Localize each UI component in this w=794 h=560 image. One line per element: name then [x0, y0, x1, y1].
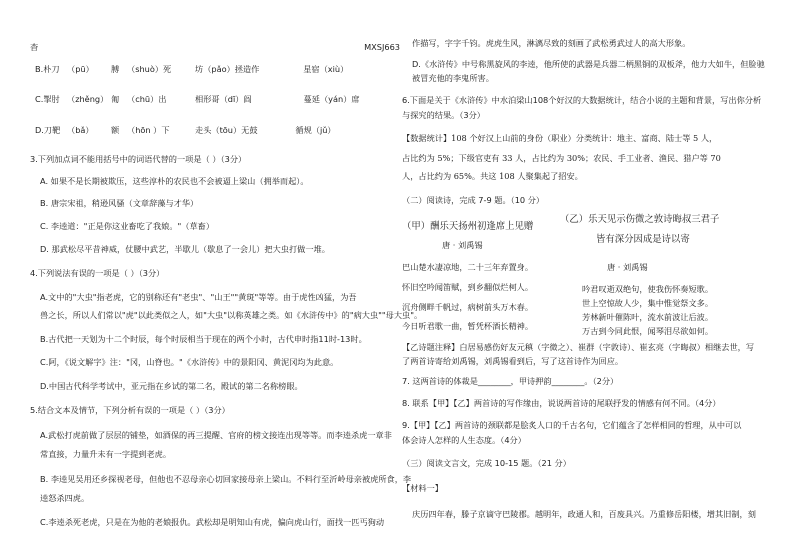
- poem-a-author: 唐 · 刘禹锡: [442, 240, 483, 250]
- data-stat-line-3: 人，占比约为 65%。共这 108 人聚集起了招安。: [402, 171, 583, 181]
- question-3-option-c: C. 李逵道："正是你这业畜吃了我娘。"（草畜）: [40, 221, 215, 231]
- question-4-option-a-cont: 兽之长，所以人们常以"虎"以此类似之人，如"大虫"以称英雄之类。如《水浒传中》的"病大虫""母大虫"。: [40, 310, 423, 320]
- poem-a-line: 沉舟侧畔千帆过，病树前头万木春。: [402, 302, 534, 312]
- question-4-stem: 4.下列说法有误的一项是（ ）（3分）: [30, 268, 165, 278]
- poem-b-line: 吟君叹逝双绝句，使我伤怀奏短歌。: [582, 284, 714, 294]
- poem-a-line: 今日听君歌一曲，暂凭杯酒长精神。: [402, 321, 534, 331]
- question-3-option-a: A. 如果不是长期被欺压，这些淳朴的农民也不会被逼上梁山（拥举而起）。: [40, 176, 309, 186]
- q5-option-d-cont: 被冒充他的李鬼所害。: [412, 73, 494, 83]
- question-9-cont: 体会诗人怎样的人生态度。（4分）: [402, 435, 526, 445]
- poem-a-line: 巴山楚水凄凉地，二十三年弃置身。: [402, 262, 534, 272]
- question-5-option-a: A.武松打虎前做了层层的铺垫，如酒保的再三提醒、官府的榜文接连出现等等。而李逵杀虎一章非: [40, 430, 392, 440]
- question-4-option-b: B.古代把一天划为十二个时辰，每个时辰相当于现在的两个小时，古代申时指11时-13时。: [40, 334, 367, 344]
- poem-b-note: 【乙诗题注释】白居易感伤好友元稹（字微之）、崔群（字敦诗）、崔玄亮（字晦叔）相继去世，写: [402, 342, 755, 352]
- poem-b-title-1: （乙）乐天见示伤微之敦诗晦叔三君子: [560, 214, 720, 225]
- header-char: 杳: [30, 42, 39, 52]
- option-b: B.朴刀 （pū） 膊 （shuò）死 坊（pǎo）拯造作 星宿（xiù）: [35, 64, 349, 74]
- section-3-heading: （三）阅读文言文，完成 10-15 题。（21 分）: [402, 458, 571, 468]
- question-9: 9.【甲】【乙】两首诗的颈联都是脍炙人口的千古名句，它们蕴含了怎样相同的哲理，从中可以: [402, 420, 742, 430]
- question-8: 8. 联系【甲】【乙】两首诗的写作缘由，说说两首诗的尾联抒发的情感有何不同。（4分）: [402, 398, 721, 408]
- page-header: [30, 42, 400, 53]
- poem-b-line: 万古到今同此恨，闻琴泪尽欲如何。: [582, 326, 714, 336]
- option-c: C.掣肘 （zhěng） 匍 （chū）出 相形哥（dī）阎 蔓延（yán）席: [35, 94, 360, 104]
- poem-a-title: （甲）酬乐天扬州初逢席上见赠: [402, 221, 534, 232]
- poem-b-note-cont: 了两首诗寄给刘禹锡，刘禹锡看到后，写了这首诗作为回应。: [402, 356, 624, 366]
- question-3-option-d: D. 那武松尽平昔神威，仗腰中武艺，半歇儿（歇息了一会儿）把大虫打做一堆。: [40, 244, 330, 254]
- question-4-option-a: A.文中的"大虫"指老虎，它的别称还有"老虫"、"山王""黄斑"等等。由于虎性凶猛，为吾: [40, 292, 357, 302]
- poem-a-line: 怀旧空吟闻笛赋，到乡翻似烂柯人。: [402, 282, 534, 292]
- poem-b-title-2: 皆有深分因成是诗以寄: [596, 234, 690, 245]
- question-5-option-c: C.李逵杀死老虎，只是在为他的老娘报仇。武松却是明知山有虎，偏向虎山行，面找一匹丐狗动: [40, 517, 385, 527]
- question-6-stem-cont: 与探究的结果。（3分）: [402, 110, 485, 120]
- q5-option-d: D.《水浒传》中号称黑旋风的李逵，他所使的武器是兵器二柄黑铜的双板斧，他力大如牛，但脸驰: [412, 59, 765, 69]
- question-3-option-b: B. 唐宗宋祖，稍逊风骚（文章辞藻与才华）: [40, 198, 199, 208]
- q5-option-c-cont: 作描写，字字千钧。虎虎生风，淋漓尽致的刻画了武松勇武过人的高大形象。: [412, 38, 691, 48]
- poem-b-line: 世上空惊故人少，集中惟觉祭文多。: [582, 298, 714, 308]
- question-5-stem: 5.结合文本及情节，下列分析有误的一项是（ ）（3分）: [30, 405, 230, 415]
- poem-b-line: 芳林新叶催陈叶，流水前波让后波。: [582, 312, 714, 322]
- option-d: D.刀靶 （bǎ） 额 （hōn ）下 走头（tōu）无鼓 循规（jǔ）: [35, 125, 336, 135]
- question-4-option-d: D.中国古代科学考试中，亚元指在乡试的第二名，殿试的第二名称榜眼。: [40, 381, 303, 391]
- question-5-option-b: B. 李逵见吴用还乡探视老母，但他也不忍母亲心切回家接母亲上梁山。不料行至沂岭母亲被虎所食，李: [40, 474, 412, 484]
- question-6-stem: 6.下面是关于《水浒传》中水泊梁山108个好汉的大数据统计，结合小说的主题和背景，写出你分析: [402, 95, 762, 105]
- question-5-option-a-cont: 常直接，力量升未有一字提到老虎。: [40, 449, 172, 459]
- section-2-heading: （二）阅读诗，完成 7-9 题。（10 分）: [402, 195, 545, 205]
- question-7: 7. 这两首诗的体裁是________，甲诗押韵________。（2分）: [402, 376, 619, 386]
- exam-code: MXSJ663: [364, 42, 400, 52]
- classical-text: 庆历四年春，滕子京谪守巴陵郡。越明年，政通人和，百废具兴。乃重修岳阳楼，增其旧制，刻: [412, 509, 756, 519]
- question-5-option-b-cont: 逵怒杀四虎。: [40, 493, 90, 503]
- question-3-stem: 3.下列加点词不能用括号中的词语代替的一项是（ ）（3分）: [30, 154, 247, 164]
- data-stat-line-2: 占比约为 5%；下级官吏有 33 人，占比约为 30%；农民、手工业者、渔民、猎户等 70: [402, 153, 721, 163]
- data-stat-line-1: 【数据统计】108 个好汉上山前的身份（职业）分类统计：地主、富商、陆士等 5 人，: [402, 133, 718, 143]
- question-4-option-c: C.阿，《说文解字》注："冈，山脊也。"《水浒传》中的景阳冈、黄泥冈均为此意。: [40, 357, 339, 367]
- poem-b-author: 唐 · 刘禹锡: [607, 262, 648, 272]
- material-1-label: 【材料一】: [402, 483, 443, 493]
